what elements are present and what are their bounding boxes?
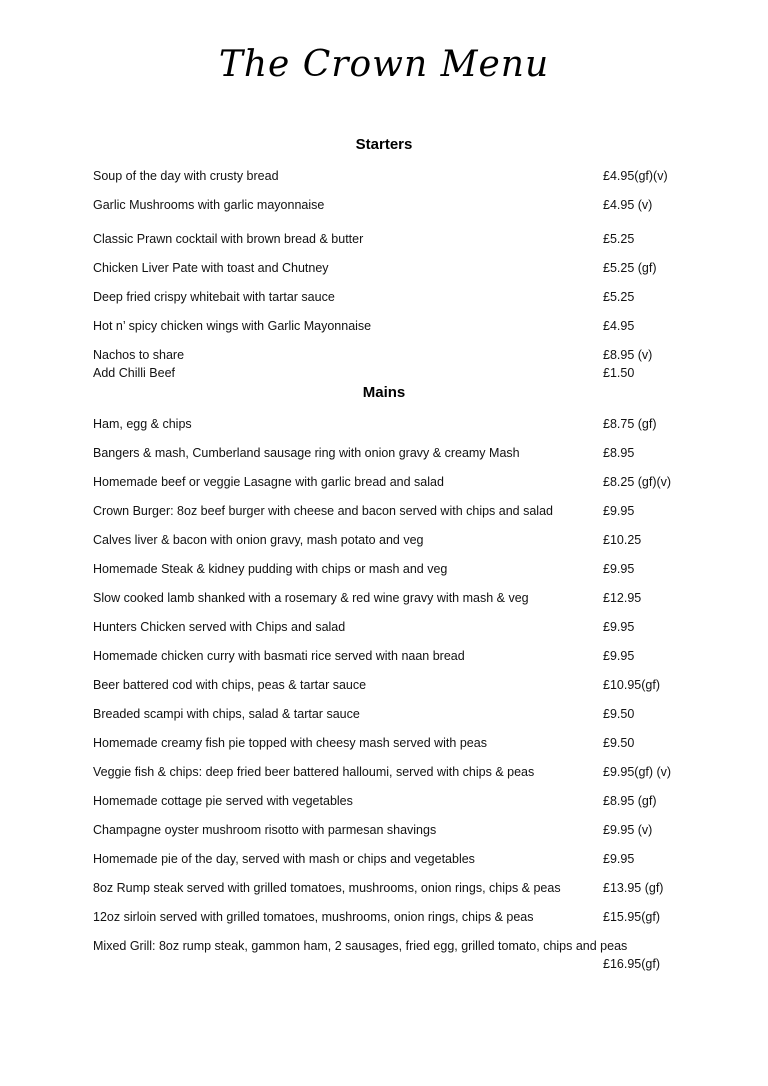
item-price: £4.95(gf)(v) [603,169,668,183]
item-price: £15.95(gf) [603,910,660,924]
menu-item [93,502,693,520]
menu-item [93,167,693,185]
item-name: Crown Burger: 8oz beef burger with cheese and bacon served with chips and salad [93,504,553,518]
item-price: £9.95 (v) [603,823,653,837]
item-name: Homemade Steak & kidney pudding with chips or mash and veg [93,562,448,576]
item-name: Bangers & mash, Cumberland sausage ring with onion gravy & creamy Mash [93,446,520,460]
menu-item [93,196,693,214]
item-price: £5.25 [603,290,635,304]
starters-heading: Starters [355,136,413,153]
item-price: £12.95 [603,591,642,605]
menu-item [93,560,693,578]
item-price: £8.95 (v) [603,348,653,362]
item-name: Champagne oyster mushroom risotto with parmesan shavings [93,823,437,837]
item-price: £8.95 (gf) [603,794,657,808]
menu-item [93,734,693,752]
item-name: Hot n’ spicy chicken wings with Garlic Mayonnaise [93,319,372,333]
menu-item [93,346,693,364]
item-name: Ham, egg & chips [93,417,192,431]
item-name: Homemade creamy fish pie topped with cheesy mash served with peas [93,736,487,750]
menu-item [93,444,693,462]
item-name: Homemade chicken curry with basmati rice served with naan bread [93,649,465,663]
item-name: Garlic Mushrooms with garlic mayonnaise [93,198,325,212]
menu-item [93,821,693,839]
item-price: £8.75 (gf) [603,417,657,431]
item-price: £9.50 [603,707,635,721]
item-price: £13.95 (gf) [603,881,664,895]
menu-item [93,705,693,723]
item-price: £1.50 [603,366,635,380]
menu-item [93,317,693,335]
menu-item [93,763,693,781]
menu-item [93,850,693,868]
menu-item [93,589,693,607]
item-price: £4.95 (v) [603,198,653,212]
menu-item [93,364,693,382]
item-name: Veggie fish & chips: deep fried beer battered halloumi, served with chips & peas [93,765,535,779]
item-price: £9.95 [603,562,635,576]
item-name: Calves liver & bacon with onion gravy, mash potato and veg [93,533,424,547]
item-name: Homemade cottage pie served with vegetables [93,794,353,808]
item-name: 12oz sirloin served with grilled tomatoes, mushrooms, onion rings, chips & peas [93,910,534,924]
item-price: £9.95 [603,504,635,518]
item-price: £9.95(gf) (v) [603,765,672,779]
item-name: Chicken Liver Pate with toast and Chutney [93,261,329,275]
menu-item [93,937,693,973]
item-price: £16.95(gf) [603,957,660,971]
item-name: Mixed Grill: 8oz rump steak, gammon ham, 2 sausages, fried egg, grilled tomato, chips and peas [93,939,628,953]
item-name: 8oz Rump steak served with grilled tomatoes, mushrooms, onion rings, chips & peas [93,881,561,895]
item-name: Slow cooked lamb shanked with a rosemary & red wine gravy with mash & veg [93,591,529,605]
menu-item [93,531,693,549]
item-price: £5.25 (gf) [603,261,657,275]
menu-title: The Crown Menu [218,44,550,85]
item-price: £8.25 (gf)(v) [603,475,672,489]
item-price: £10.25 [603,533,642,547]
menu-item [93,288,693,306]
item-price: £9.95 [603,649,635,663]
item-name: Breaded scampi with chips, salad & tartar sauce [93,707,360,721]
menu-item [93,230,693,248]
item-name: Homemade beef or veggie Lasagne with garlic bread and salad [93,475,444,489]
menu-item [93,792,693,810]
item-price: £10.95(gf) [603,678,660,692]
item-name: Nachos to share [93,348,185,362]
item-name: Homemade pie of the day, served with mash or chips and vegetables [93,852,475,866]
item-price: £4.95 [603,319,635,333]
menu-item [93,618,693,636]
item-price: £5.25 [603,232,635,246]
item-name: Add Chilli Beef [93,366,175,380]
item-price: £9.50 [603,736,635,750]
menu-item [93,676,693,694]
mains-heading: Mains [362,384,406,401]
item-name: Classic Prawn cocktail with brown bread & butter [93,232,364,246]
menu-item [93,879,693,897]
menu-item [93,647,693,665]
item-name: Soup of the day with crusty bread [93,169,279,183]
item-name: Beer battered cod with chips, peas & tartar sauce [93,678,367,692]
item-price: £9.95 [603,852,635,866]
menu-item [93,259,693,277]
item-name: Deep fried crispy whitebait with tartar sauce [93,290,335,304]
menu-item [93,908,693,926]
item-price: £9.95 [603,620,635,634]
menu-item [93,415,693,433]
item-price: £8.95 [603,446,635,460]
item-name: Hunters Chicken served with Chips and salad [93,620,346,634]
menu-item [93,473,693,491]
